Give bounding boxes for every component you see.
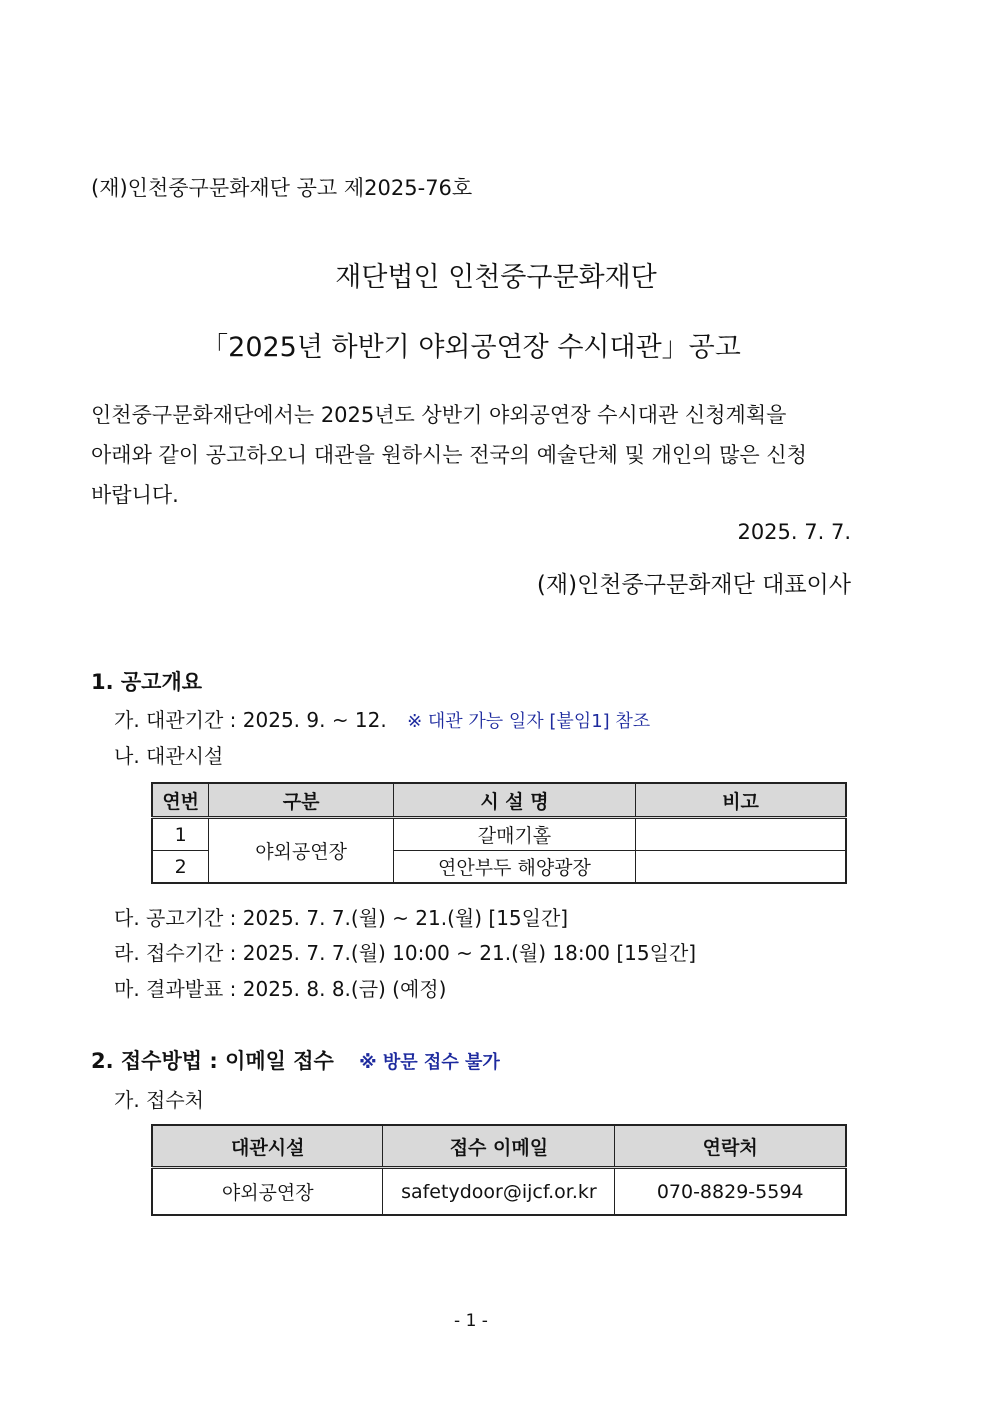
cell-facility: 야외공연장	[152, 1168, 383, 1216]
notice-date: 2025. 7. 7.	[737, 520, 851, 544]
signature: (재)인천중구문화재단 대표이사	[536, 572, 851, 598]
facility-table	[151, 782, 847, 884]
cell-facility: 갈매기홀	[393, 818, 635, 851]
application-period: 라. 접수기간 : 2025. 7. 7.(월) 10:00 ~ 21.(월) 18:00 [15일간]	[114, 941, 697, 965]
rental-period	[114, 704, 650, 733]
rental-period-text: 가. 대관기간 : 2025. 9. ~ 12.	[114, 708, 387, 732]
intro-paragraph	[91, 395, 851, 515]
intro-line: 아래와 같이 공고하오니 대관을 원하시는 전국의 예술단체 및 개인의 많은 신청	[91, 443, 807, 467]
contact-table	[151, 1124, 847, 1216]
col-header-remarks: 비고	[636, 783, 846, 818]
cell-remarks	[636, 851, 846, 884]
col-header-category: 구분	[209, 783, 393, 818]
section2-heading-text: 2. 접수방법 : 이메일 접수	[91, 1049, 334, 1073]
col-header-no: 연번	[152, 783, 209, 818]
facility-label: 나. 대관시설	[114, 744, 224, 768]
reception-label: 가. 접수처	[114, 1088, 204, 1112]
section2-heading-note: ※ 방문 접수 불가	[359, 1052, 500, 1073]
section2-heading	[91, 1045, 500, 1075]
col-header-facility: 시 설 명	[393, 783, 635, 818]
cell-email[interactable]: safetydoor@ijcf.or.kr	[383, 1168, 615, 1216]
col-header-facility: 대관시설	[152, 1125, 383, 1168]
col-header-email: 접수 이메일	[383, 1125, 615, 1168]
rental-period-note: ※ 대관 가능 일자 [붙임1] 참조	[407, 711, 651, 732]
title-main: 「2025년 하반기 야외공연장 수시대관」공고	[201, 332, 741, 363]
intro-line: 바랍니다.	[91, 483, 179, 507]
col-header-phone: 연락처	[615, 1125, 846, 1168]
announcement-period: 다. 공고기간 : 2025. 7. 7.(월) ~ 21.(월) [15일간]	[114, 906, 569, 930]
table-row	[152, 1168, 846, 1216]
result-announcement: 마. 결과발표 : 2025. 8. 8.(금) (예정)	[114, 977, 447, 1001]
cell-no: 2	[152, 851, 209, 884]
cell-remarks	[636, 818, 846, 851]
notice-number: (재)인천중구문화재단 공고 제2025-76호	[91, 176, 473, 200]
cell-phone: 070-8829-5594	[615, 1168, 846, 1216]
page-number: - 1 -	[454, 1311, 488, 1331]
title-organization: 재단법인 인천중구문화재단	[335, 262, 657, 293]
cell-facility: 연안부두 해양광장	[393, 851, 635, 884]
intro-line: 인천중구문화재단에서는 2025년도 상반기 야외공연장 수시대관 신청계획을	[91, 403, 787, 427]
section1-heading: 1. 공고개요	[91, 670, 203, 694]
table-row	[152, 818, 846, 851]
cell-category: 야외공연장	[209, 818, 393, 884]
cell-no: 1	[152, 818, 209, 851]
